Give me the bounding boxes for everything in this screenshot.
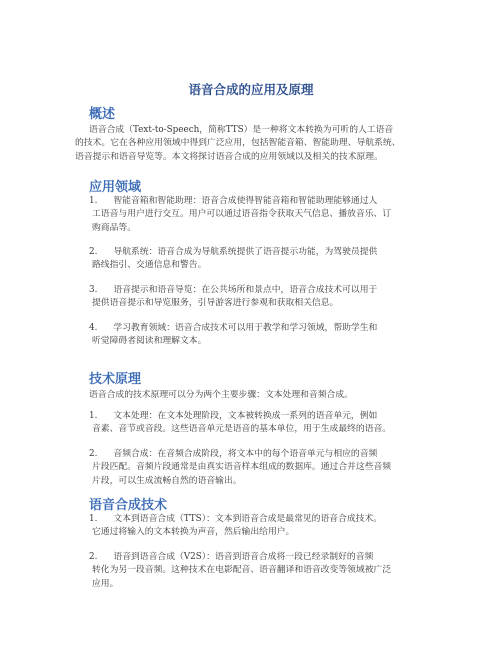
techniques-item-1-number: 1. bbox=[89, 514, 98, 524]
techniques-item-2-line-1: 语音到语音合成（V2S）：语音到语音合成将一段已经录制好的音频 bbox=[113, 552, 374, 562]
techniques-item-2-number: 2. bbox=[89, 552, 98, 562]
overview-line-3: 语音提示和语音导览等。本文将探讨语音合成的应用领域以及相关的技术原理。 bbox=[75, 151, 383, 162]
applications-item-3-number: 3. bbox=[89, 285, 98, 295]
applications-item-1-line-3: 购商品等。 bbox=[92, 222, 136, 233]
principles-item-1-number: 1. bbox=[89, 411, 98, 421]
heading-applications: 应用领域 bbox=[89, 180, 142, 195]
applications-item-1-number: 1. bbox=[89, 196, 98, 206]
heading-techniques: 语音合成技术 bbox=[89, 498, 168, 513]
applications-item-3-line-1: 语音提示和语音导览：在公共场所和景点中，语音合成技术可以用于 bbox=[113, 285, 378, 295]
principles-item-1 bbox=[89, 410, 391, 437]
document-title: 语音合成的应用及原理 bbox=[188, 82, 314, 97]
overview-paragraph bbox=[75, 124, 401, 164]
applications-item-4 bbox=[89, 322, 377, 349]
applications-item-2-number: 2. bbox=[89, 247, 98, 257]
applications-item-2-line-1: 导航系统：语音合成为导航系统提供了语音提示功能，为驾驶员提供 bbox=[113, 247, 378, 257]
techniques-item-2 bbox=[89, 551, 391, 591]
techniques-item-2-line-2: 转化为另一段音频。这种技术在电影配音、语音翻译和语音改变等领域被广泛 bbox=[92, 565, 392, 576]
applications-item-3-line-2: 提供语音提示和导览服务，引导游客进行参观和获取相关信息。 bbox=[92, 298, 339, 309]
principles-item-2-number: 2. bbox=[89, 449, 98, 459]
applications-item-1-line-1: 智能音箱和智能助理：语音合成使得智能音箱和智能助理能够通过人 bbox=[113, 196, 378, 206]
principles-item-1-line-1: 文本处理：在文本处理阶段，文本被转换成一系列的语音单元，例如 bbox=[113, 411, 378, 421]
principles-item-1-line-2: 音素、音节或音段。这些语音单元是语音的基本单位，用于生成最终的语音。 bbox=[92, 424, 392, 435]
applications-item-3 bbox=[89, 284, 377, 311]
applications-item-4-line-2: 听觉障碍者阅读和理解文本。 bbox=[92, 336, 207, 347]
applications-item-4-number: 4. bbox=[89, 323, 98, 333]
overview-line-1: 语音合成（Text-to-Speech，简称TTS）是一种将文本转换为可听的人工语音 bbox=[89, 125, 394, 135]
principles-item-2-line-2: 片段匹配。音频片段通常是由真实语音样本组成的数据库。通过合并这些音频 bbox=[92, 462, 392, 473]
principles-intro: 语音合成的技术原理可以分为两个主要步骤：文本处理和音频合成。 bbox=[89, 390, 353, 400]
techniques-item-1-line-2: 它通过将输入的文本转换为声音，然后输出给用户。 bbox=[92, 527, 295, 538]
applications-item-4-line-1: 学习教育领域：语音合成技术可以用于教学和学习领域，帮助学生和 bbox=[113, 323, 378, 333]
techniques-item-1 bbox=[89, 513, 382, 540]
overview-line-2: 的技术。它在各种应用领域中得到广泛应用，包括智能音箱、智能助理、导航系统、 bbox=[75, 138, 401, 149]
applications-item-2 bbox=[89, 246, 377, 273]
heading-principles: 技术原理 bbox=[89, 372, 142, 387]
principles-item-2-line-3: 片段，可以生成流畅自然的语音输出。 bbox=[92, 475, 242, 486]
applications-item-1 bbox=[89, 195, 391, 235]
heading-overview: 概述 bbox=[89, 107, 116, 122]
applications-item-1-line-2: 工语音与用户进行交互。用户可以通过语音指令获取天气信息、播放音乐、订 bbox=[92, 209, 392, 220]
principles-item-2-line-1: 音频合成：在音频合成阶段，将文本中的每个语音单元与相应的音频 bbox=[113, 449, 378, 459]
techniques-item-1-line-1: 文本到语音合成（TTS）：文本到语音合成是最常见的语音合成技术。 bbox=[113, 514, 383, 524]
principles-item-2 bbox=[89, 448, 391, 488]
techniques-item-2-line-3: 应用。 bbox=[92, 578, 119, 589]
applications-item-2-line-2: 路线指引、交通信息和警告。 bbox=[92, 260, 207, 271]
